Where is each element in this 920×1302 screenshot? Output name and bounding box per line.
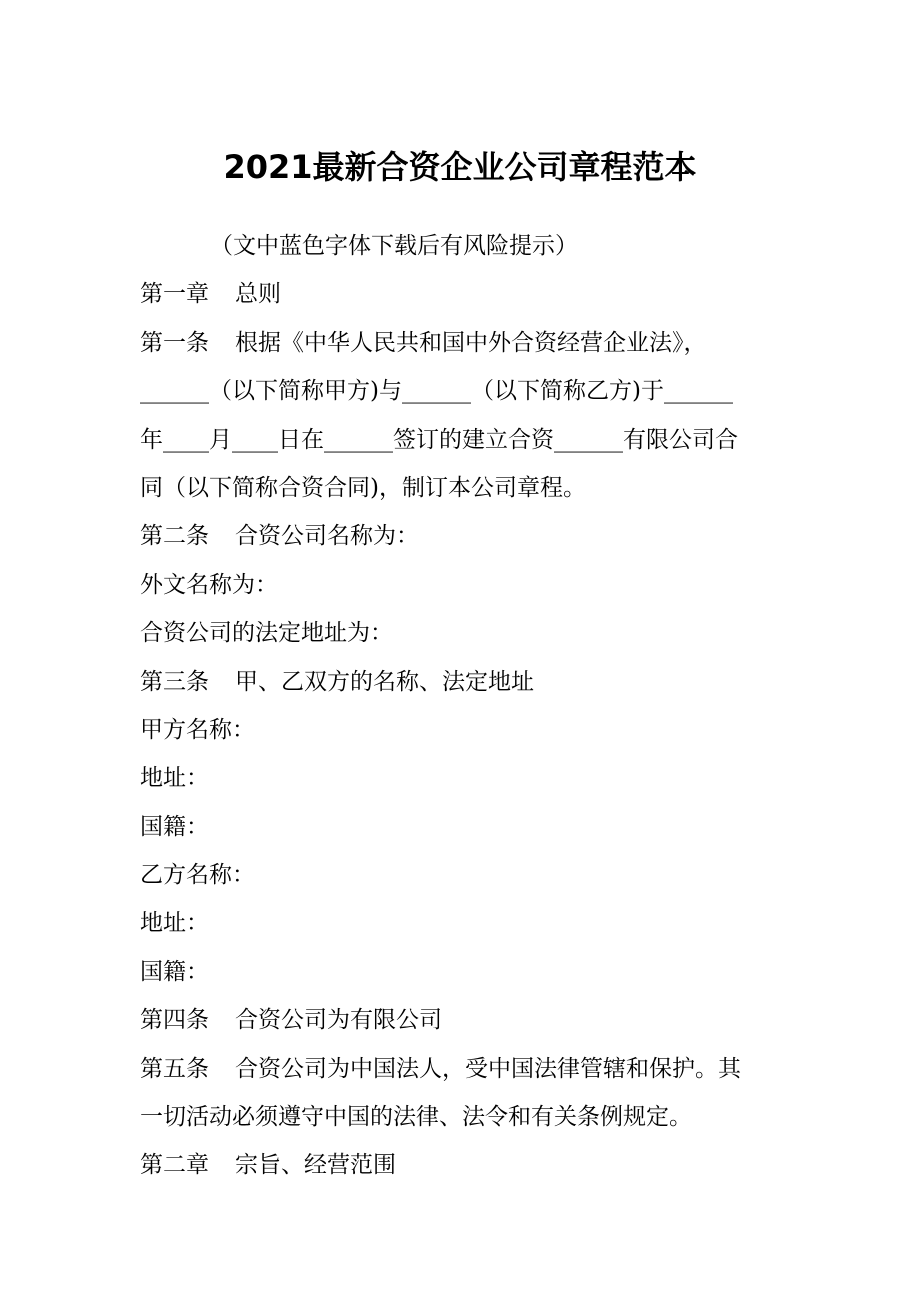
line-label: 第五条 — [140, 1055, 209, 1082]
line-text: 甲、乙双方的名称、法定地址 — [235, 668, 534, 695]
risk-note: （文中蓝色字体下载后有风险提示） — [210, 233, 578, 259]
document-body — [140, 222, 785, 1190]
line-text: 总则 — [235, 281, 281, 308]
line-text: 根据《中华人民共和国中外合资经营企业法》， — [235, 329, 707, 356]
text-line: 同（以下简称合资合同)，制订本公司章程。 — [140, 474, 586, 501]
text-line: 甲方名称： — [140, 716, 255, 743]
line-text: 宗旨、经营范围 — [235, 1152, 396, 1179]
line-label: 第二章 — [140, 1152, 209, 1179]
line-text: 合资公司为中国法人，受中国法律管辖和保护。其 — [235, 1055, 741, 1082]
chapter-heading — [140, 270, 785, 318]
line-label: 第一条 — [140, 329, 209, 356]
text-line: 国籍： — [140, 813, 209, 840]
article-line — [140, 319, 785, 367]
text-line: 年____月____日在______签订的建立合资______有限公司合 — [140, 426, 738, 453]
text-line: 一切活动必须遵守中国的法律、法令和有关条例规定。 — [140, 1104, 692, 1131]
text-line: 地址： — [140, 765, 209, 792]
article-line — [140, 1045, 785, 1093]
line-label: 第一章 — [140, 281, 209, 308]
document-title: 2021最新合资企业公司章程范本 — [223, 148, 697, 186]
line-text: 合资公司名称为： — [235, 523, 419, 550]
line-label: 第三条 — [140, 668, 209, 695]
line-label: 第二条 — [140, 523, 209, 550]
line-text: 合资公司为有限公司 — [235, 1007, 442, 1034]
article-line — [140, 658, 785, 706]
article-line — [140, 512, 785, 560]
text-line: 合资公司的法定地址为： — [140, 620, 393, 647]
chapter-heading — [140, 1141, 785, 1189]
text-line: 外文名称为： — [140, 571, 278, 598]
article-line — [140, 996, 785, 1044]
text-line: 乙方名称： — [140, 862, 255, 889]
text-line: ______（以下简称甲方)与______（以下简称乙方)于______ — [140, 378, 733, 405]
text-line: 地址： — [140, 910, 209, 937]
line-label: 第四条 — [140, 1007, 209, 1034]
text-line: 国籍： — [140, 958, 209, 985]
